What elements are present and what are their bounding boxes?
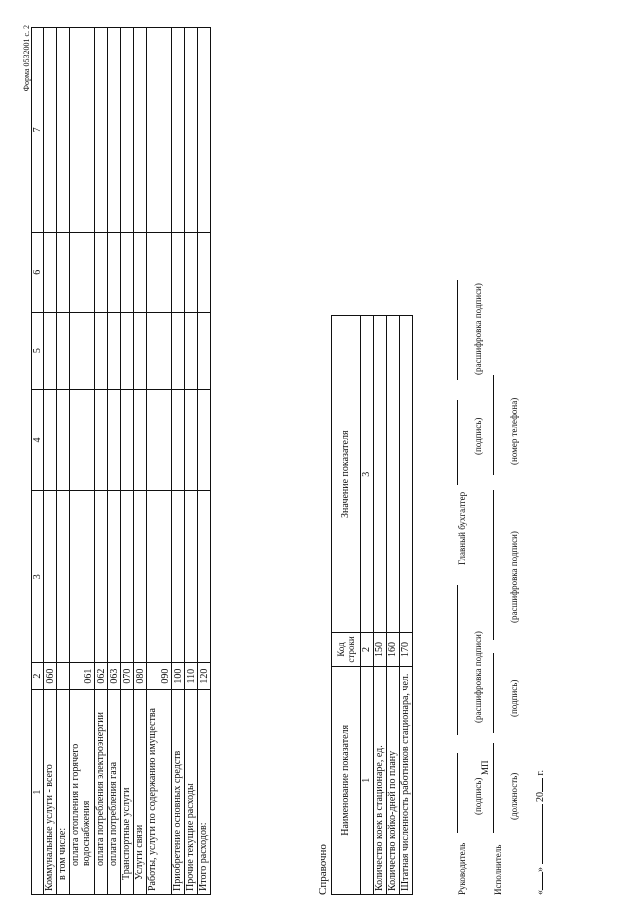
value-cell[interactable] <box>57 232 70 312</box>
ref-value-cell[interactable] <box>400 316 413 633</box>
head-decoding-caption: (расшифровка подписи) <box>473 631 483 723</box>
value-cell[interactable] <box>172 28 185 233</box>
ref-header-name: Наименование показателя <box>332 666 361 894</box>
row-label: Услуги связи <box>134 690 147 895</box>
col-header: 5 <box>32 312 44 389</box>
row-label: оплата отопления и горячего водоснабжения <box>70 690 95 895</box>
value-cell[interactable] <box>57 491 70 663</box>
value-cell[interactable] <box>147 312 172 389</box>
chief-signature-caption: (подпись) <box>473 417 483 455</box>
value-cell[interactable] <box>198 389 211 491</box>
table-header-row <box>32 28 44 895</box>
value-cell[interactable] <box>172 389 185 491</box>
table-row <box>44 28 57 895</box>
reference-row <box>400 316 413 895</box>
table-row <box>172 28 185 895</box>
table-row <box>57 28 70 895</box>
ref-header-code: Код строки <box>332 633 361 666</box>
stamp-mp: МП <box>480 760 490 775</box>
reference-table <box>331 315 413 895</box>
value-cell[interactable] <box>70 389 95 491</box>
chief-decoding-caption: (расшифровка подписи) <box>473 283 483 375</box>
row-label: Прочие текущие расходы <box>185 690 198 895</box>
table-row <box>185 28 198 895</box>
table-row <box>121 28 134 895</box>
rotated-page <box>22 25 625 895</box>
value-cell[interactable] <box>172 232 185 312</box>
value-cell[interactable] <box>121 312 134 389</box>
executor-label: Исполнитель <box>493 844 503 895</box>
row-code: 061 <box>70 663 95 690</box>
executor-decoding-line[interactable] <box>493 490 494 640</box>
value-cell[interactable] <box>70 312 95 389</box>
row-code: 070 <box>121 663 134 690</box>
chief-signature-line[interactable] <box>457 400 458 485</box>
value-cell[interactable] <box>185 491 198 663</box>
table-row <box>134 28 147 895</box>
value-cell[interactable] <box>57 28 70 233</box>
value-cell[interactable] <box>198 232 211 312</box>
value-cell[interactable] <box>185 232 198 312</box>
head-signature-caption: (подпись) <box>473 777 483 815</box>
chief-decoding-line[interactable] <box>457 280 458 380</box>
executor-phone-caption: (номер телефона) <box>509 397 519 465</box>
value-cell[interactable] <box>121 389 134 491</box>
form-number: Форма 0532001 с. 2 <box>22 25 31 92</box>
row-label: Транспортные услуги <box>121 690 134 895</box>
table-row <box>147 28 172 895</box>
executor-signature-line[interactable] <box>493 653 494 733</box>
ref-num: 2 <box>361 633 374 666</box>
row-code: 110 <box>185 663 198 690</box>
table-row <box>108 28 121 895</box>
ref-label: Количество коек в стационаре, ед. <box>374 666 387 894</box>
value-cell[interactable] <box>44 491 57 663</box>
value-cell[interactable] <box>95 28 108 233</box>
value-cell[interactable] <box>185 389 198 491</box>
value-cell[interactable] <box>95 491 108 663</box>
date-open-quote: « <box>535 890 546 895</box>
row-label: Работы, услуги по содержанию имущества <box>147 690 172 895</box>
date-close-quote: » <box>535 867 546 872</box>
ref-label: Количество койко-дней по плану <box>387 666 400 894</box>
row-label: оплата потребления газа <box>108 690 121 895</box>
reference-title: Справочно <box>317 844 329 895</box>
value-cell[interactable] <box>185 28 198 233</box>
executor-decoding-caption: (расшифровка подписи) <box>509 531 519 623</box>
ref-header-value: Значение показателя <box>332 316 361 633</box>
table-row <box>70 28 95 895</box>
value-cell[interactable] <box>134 28 147 233</box>
value-cell[interactable] <box>198 28 211 233</box>
row-code: 080 <box>134 663 147 690</box>
head-signature-line[interactable] <box>457 753 458 833</box>
value-cell[interactable] <box>134 312 147 389</box>
row-label: Приобретение основных средств <box>172 690 185 895</box>
ref-code: 170 <box>400 633 413 666</box>
head-decoding-line[interactable] <box>457 585 458 735</box>
value-cell[interactable] <box>44 28 57 233</box>
value-cell[interactable] <box>95 389 108 491</box>
value-cell[interactable] <box>147 28 172 233</box>
value-cell[interactable] <box>70 491 95 663</box>
reference-row <box>374 316 387 895</box>
value-cell[interactable] <box>147 389 172 491</box>
value-cell[interactable] <box>185 312 198 389</box>
row-code <box>57 663 70 690</box>
row-code: 060 <box>44 663 57 690</box>
executor-position-line[interactable] <box>493 743 494 833</box>
value-cell[interactable] <box>147 491 172 663</box>
ref-value-cell[interactable] <box>374 316 387 633</box>
value-cell[interactable] <box>198 491 211 663</box>
value-cell[interactable] <box>108 28 121 233</box>
table-row <box>95 28 108 895</box>
value-cell[interactable] <box>134 389 147 491</box>
chief-accountant-label: Главный бухгалтер <box>457 491 467 565</box>
value-cell[interactable] <box>95 312 108 389</box>
head-label: Руководитель <box>457 842 467 895</box>
reference-header-row <box>332 316 361 895</box>
ref-label: Штатная численность работников стационара, чел. <box>400 666 413 894</box>
row-code: 062 <box>95 663 108 690</box>
value-cell[interactable] <box>95 232 108 312</box>
row-code: 090 <box>147 663 172 690</box>
ref-num: 3 <box>361 316 374 633</box>
reference-row <box>387 316 400 895</box>
row-label: в том числе: <box>57 690 70 895</box>
value-cell[interactable] <box>172 312 185 389</box>
date-suffix: г. <box>535 770 546 776</box>
value-cell[interactable] <box>44 312 57 389</box>
executor-position-caption: (должность) <box>509 772 519 820</box>
row-label: Коммунальные услуги - всего <box>44 690 57 895</box>
value-cell[interactable] <box>108 312 121 389</box>
date-year: 20 <box>535 792 546 802</box>
expenses-table <box>31 27 211 895</box>
value-cell[interactable] <box>57 312 70 389</box>
reference-num-row <box>361 316 374 895</box>
value-cell[interactable] <box>108 389 121 491</box>
col-header: 2 <box>32 663 44 690</box>
row-code: 100 <box>172 663 185 690</box>
ref-value-cell[interactable] <box>387 316 400 633</box>
executor-signature-caption: (подпись) <box>509 679 519 717</box>
value-cell[interactable] <box>198 312 211 389</box>
table-row <box>198 28 211 895</box>
value-cell[interactable] <box>121 28 134 233</box>
row-code: 120 <box>198 663 211 690</box>
row-label: оплата потребления электроэнергии <box>95 690 108 895</box>
value-cell[interactable] <box>108 232 121 312</box>
value-cell[interactable] <box>57 389 70 491</box>
value-cell[interactable] <box>70 232 95 312</box>
row-code: 063 <box>108 663 121 690</box>
ref-code: 160 <box>387 633 400 666</box>
value-cell[interactable] <box>147 232 172 312</box>
row-label: Итого расходов: <box>198 690 211 895</box>
ref-num: 1 <box>361 666 374 894</box>
value-cell[interactable] <box>134 232 147 312</box>
col-header: 6 <box>32 232 44 312</box>
value-cell[interactable] <box>44 232 57 312</box>
value-cell[interactable] <box>121 232 134 312</box>
executor-phone-line[interactable] <box>493 375 494 475</box>
date-line[interactable] <box>535 770 546 895</box>
value-cell[interactable] <box>108 491 121 663</box>
col-header: 7 <box>32 28 44 233</box>
col-header: 1 <box>32 690 44 895</box>
value-cell[interactable] <box>44 389 57 491</box>
value-cell[interactable] <box>134 491 147 663</box>
value-cell[interactable] <box>70 28 95 233</box>
col-header: 3 <box>32 491 44 663</box>
value-cell[interactable] <box>172 491 185 663</box>
value-cell[interactable] <box>121 491 134 663</box>
ref-code: 150 <box>374 633 387 666</box>
col-header: 4 <box>32 389 44 491</box>
